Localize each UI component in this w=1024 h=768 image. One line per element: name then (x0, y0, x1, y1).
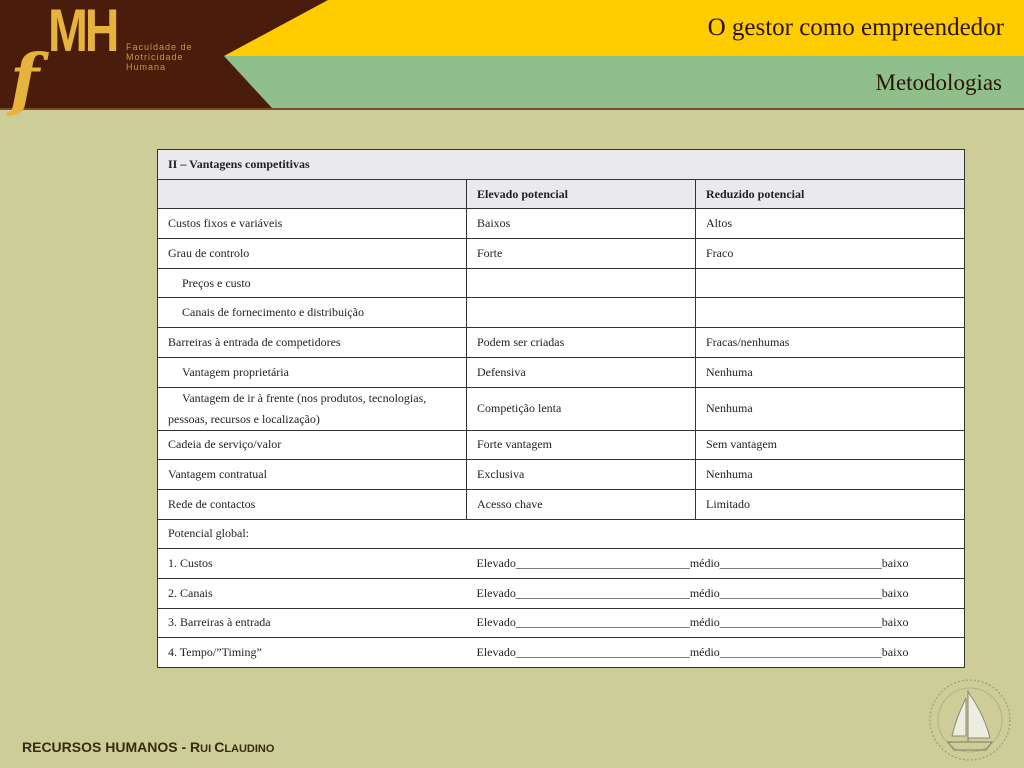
row-label-text: Vantagem de ir à frente (nos produtos, tecnologias, pessoas, recursos e localização) (168, 390, 427, 426)
global-potential-row (158, 519, 965, 549)
table-row (158, 209, 965, 239)
row-low-value (696, 298, 965, 328)
table-row (158, 387, 965, 430)
column-header-empty (158, 179, 467, 209)
slide-subtitle: Metodologias (875, 70, 1002, 95)
global-item-row (158, 608, 965, 638)
row-high-value: Podem ser criadas (467, 328, 696, 358)
row-high-value (467, 298, 696, 328)
table-row (158, 489, 965, 519)
table-row (158, 357, 965, 387)
row-label: Vantagem contratual (158, 460, 467, 490)
row-label (158, 357, 467, 387)
row-low-value: Nenhuma (696, 387, 965, 430)
fmh-logo (8, 0, 248, 120)
global-item-label: 3. Barreiras à entrada (158, 608, 467, 638)
row-label-text: Canais de fornecimento e distribuição (182, 305, 364, 320)
row-low-value: Nenhuma (696, 460, 965, 490)
footer-author-initial: R (190, 739, 201, 755)
global-potential-label: Potencial global: (158, 519, 467, 549)
logo-f-letter: f (10, 40, 40, 120)
row-low-value: Altos (696, 209, 965, 239)
row-high-value: Defensiva (467, 357, 696, 387)
table-header-row (158, 179, 965, 209)
row-label-text: Vantagem proprietária (182, 364, 289, 379)
header-divider (0, 108, 1024, 110)
row-label: Grau de controlo (158, 239, 467, 269)
logo-text-line: Faculdade de (126, 42, 193, 52)
footer-credit (22, 739, 274, 755)
footer-main-text: RECURSOS HUMANOS - (22, 739, 191, 755)
column-header-high: Elevado potencial (467, 179, 696, 209)
row-label: Barreiras à entrada de competidores (158, 328, 467, 358)
slide-title: O gestor como empreendedor (707, 14, 1004, 41)
global-potential-spacer (467, 519, 965, 549)
row-low-value: Sem vantagem (696, 430, 965, 460)
logo-text-line: Motricidade (126, 52, 184, 62)
table-row (158, 328, 965, 358)
column-header-low: Reduzido potencial (696, 179, 965, 209)
row-high-value: Exclusiva (467, 460, 696, 490)
row-label: Cadeia de serviço/valor (158, 430, 467, 460)
global-item-row (158, 549, 965, 579)
row-label (158, 387, 467, 430)
global-item-label: 2. Canais (158, 578, 467, 608)
competitive-advantages-table (157, 149, 965, 668)
global-item-scale: Elevado_____________________________médio___________________________baixo (467, 549, 965, 579)
global-item-label: 1. Custos (158, 549, 467, 579)
row-low-value: Nenhuma (696, 357, 965, 387)
footer-author-smallcaps: LAUDINO (224, 743, 275, 755)
logo-mh-letters: MH (48, 0, 117, 64)
row-label (158, 268, 467, 298)
row-low-value: Fracas/nenhumas (696, 328, 965, 358)
row-label-text: Preços e custo (182, 275, 251, 290)
row-high-value: Baixos (467, 209, 696, 239)
row-high-value: Forte (467, 239, 696, 269)
row-label: Rede de contactos (158, 489, 467, 519)
header-bar (0, 0, 1024, 120)
global-item-scale: Elevado_____________________________médio___________________________baixo (467, 638, 965, 668)
table-row (158, 239, 965, 269)
table-section-title: II – Vantagens competitivas (158, 150, 965, 180)
footer-author-smallcaps: UI (200, 743, 215, 755)
university-seal-icon (918, 668, 1018, 768)
footer-author-initial: C (214, 739, 225, 755)
logo-text (126, 42, 193, 72)
row-high-value (467, 268, 696, 298)
row-label: Custos fixos e variáveis (158, 209, 467, 239)
table-row (158, 268, 965, 298)
table-row (158, 460, 965, 490)
row-high-value: Forte vantagem (467, 430, 696, 460)
global-item-label: 4. Tempo/”Timing” (158, 638, 467, 668)
row-label (158, 298, 467, 328)
global-item-row (158, 638, 965, 668)
row-high-value: Competição lenta (467, 387, 696, 430)
row-low-value: Limitado (696, 489, 965, 519)
logo-text-line: Humana (126, 62, 167, 72)
global-item-scale: Elevado_____________________________médio___________________________baixo (467, 578, 965, 608)
table-row (158, 298, 965, 328)
row-low-value (696, 268, 965, 298)
table-section-row (158, 150, 965, 180)
global-item-scale: Elevado_____________________________médio___________________________baixo (467, 608, 965, 638)
table-row (158, 430, 965, 460)
global-item-row (158, 578, 965, 608)
row-high-value: Acesso chave (467, 489, 696, 519)
row-low-value: Fraco (696, 239, 965, 269)
